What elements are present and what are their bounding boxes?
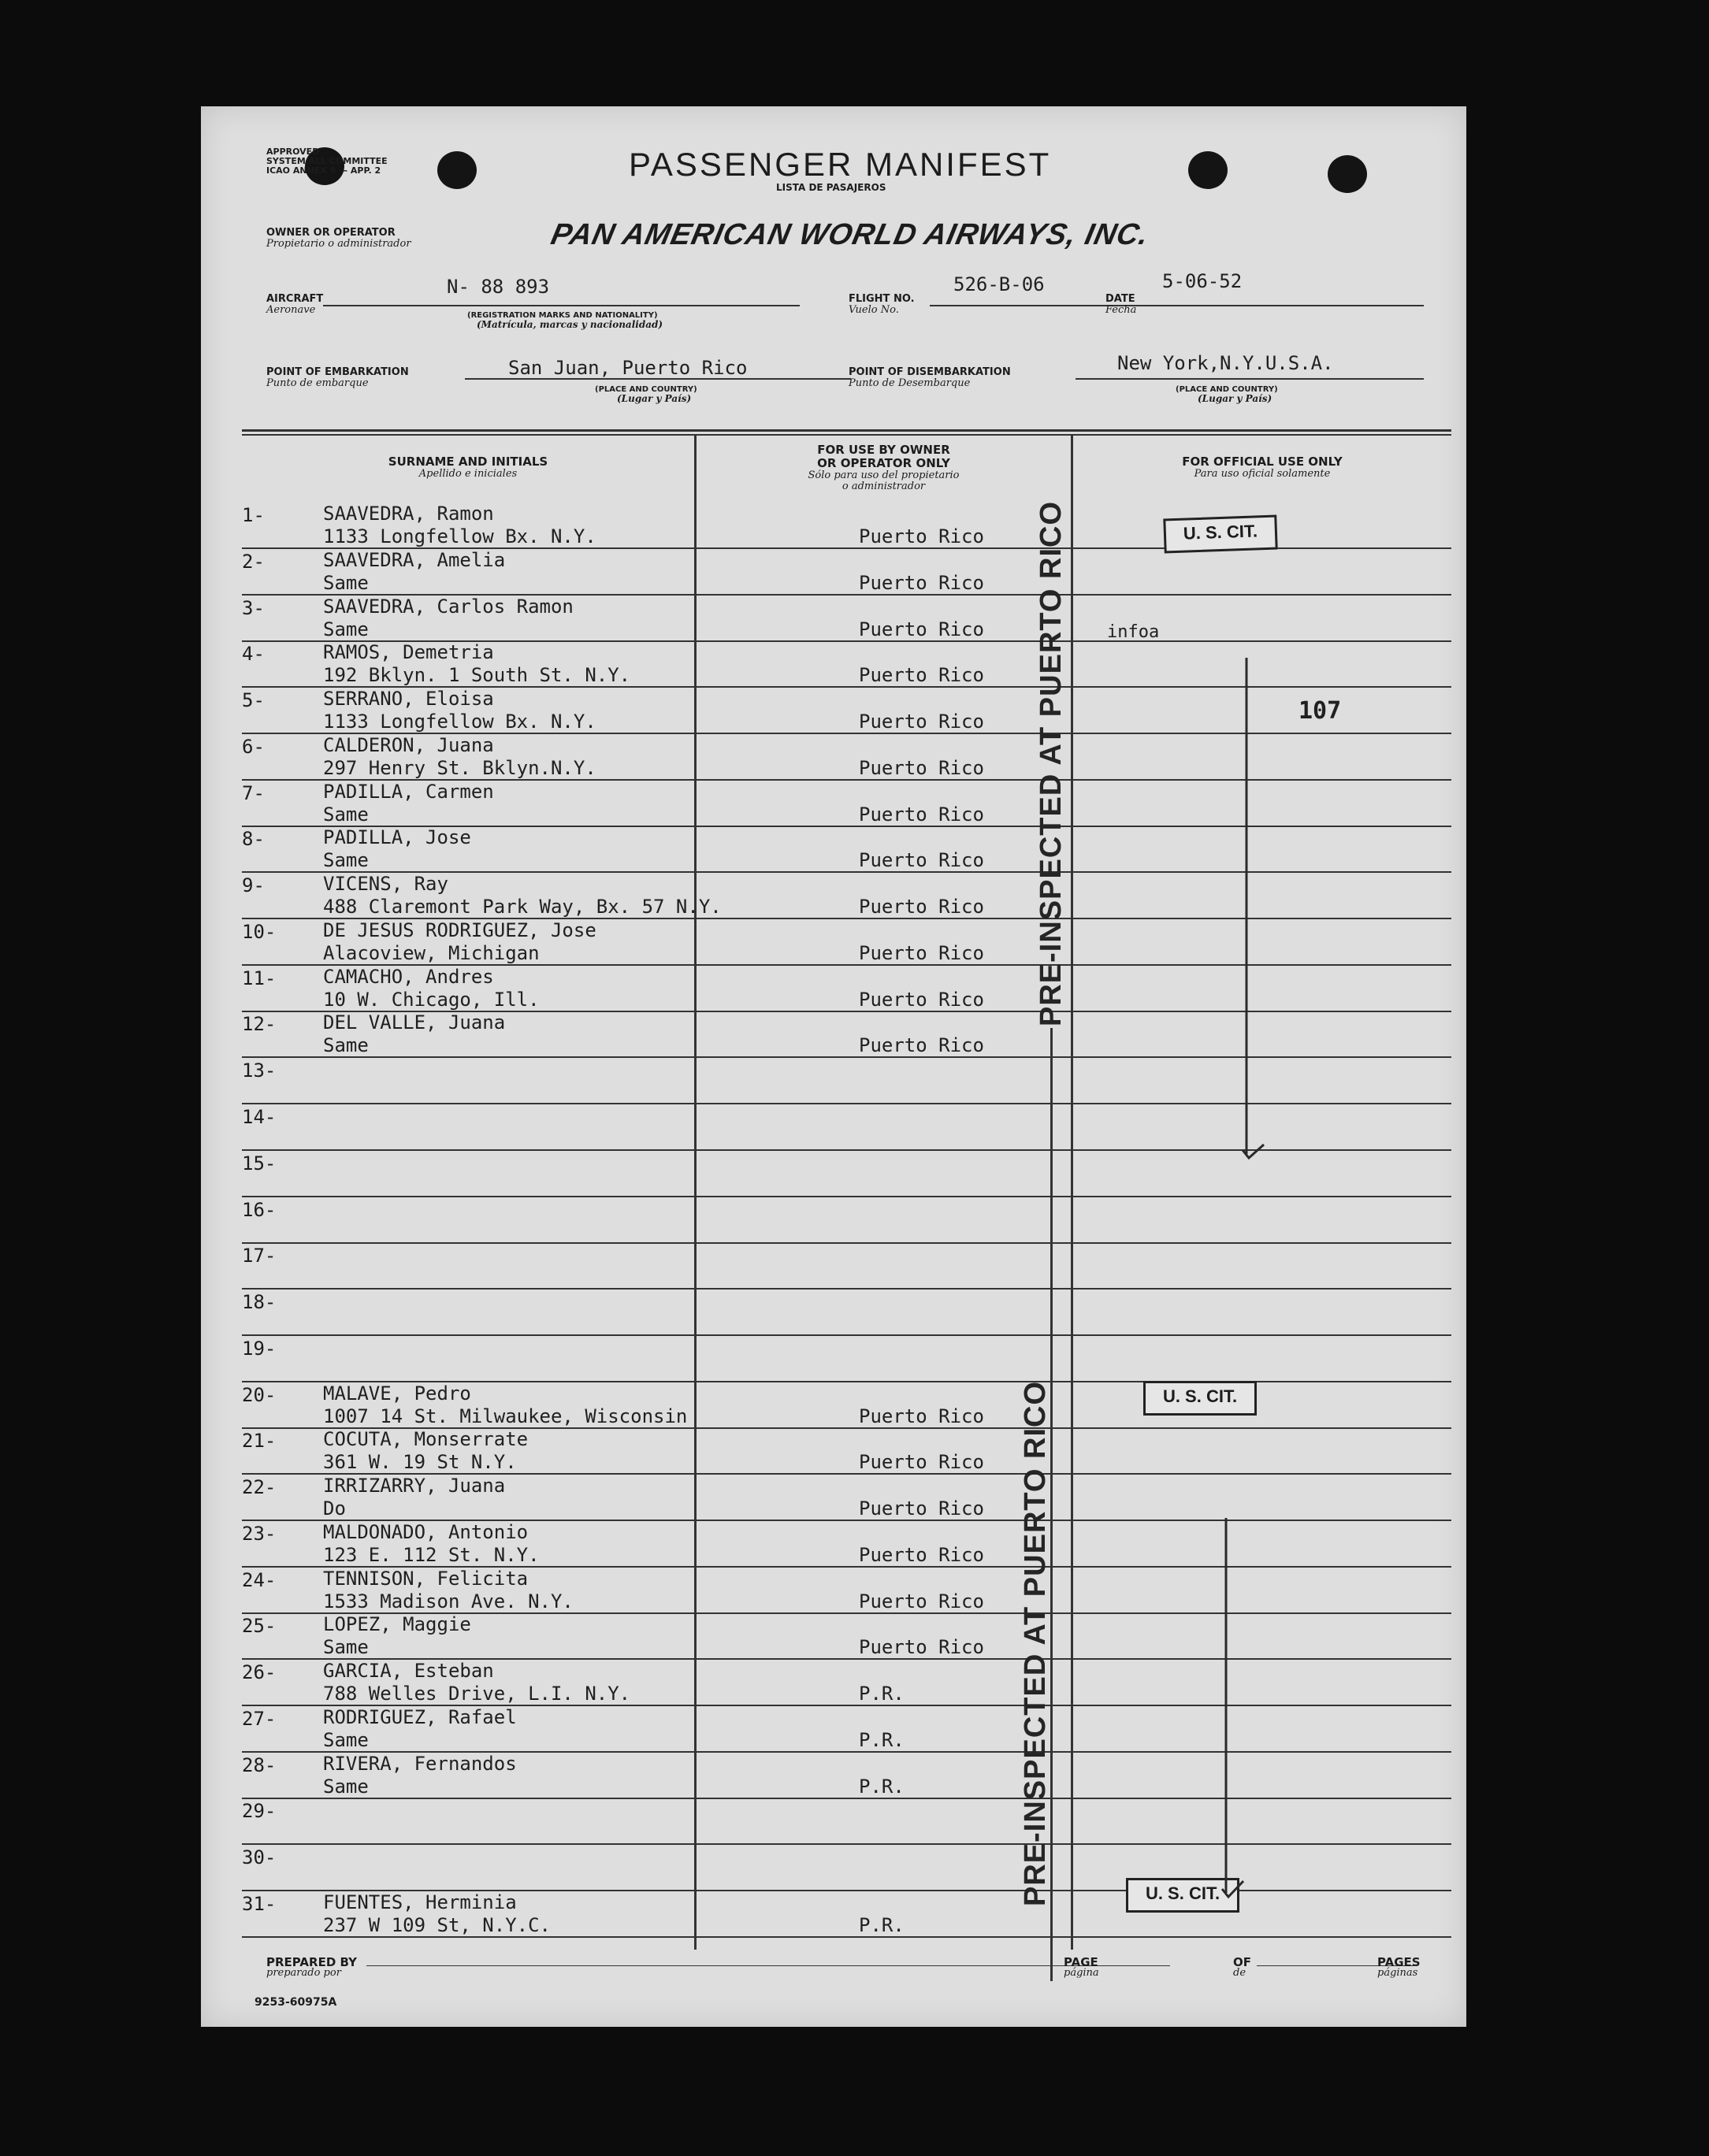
passenger-destination: P.R.: [859, 1683, 905, 1705]
row-number: 4-: [242, 643, 265, 665]
passenger-name: FUENTES, Herminia: [323, 1891, 517, 1913]
passenger-name: CALDERON, Juana: [323, 734, 494, 756]
date-underline: [1139, 305, 1424, 306]
row-number: 9-: [242, 874, 265, 896]
row-number: 17-: [242, 1245, 277, 1267]
aircraft-label-es: Aeronave: [266, 304, 316, 316]
approval-line: APPROVED: [266, 147, 320, 157]
row-number: 25-: [242, 1615, 277, 1637]
passenger-name: SAAVEDRA, Amelia: [323, 549, 506, 571]
passenger-destination: Puerto Rico: [859, 664, 984, 686]
row-number: 29-: [242, 1800, 277, 1822]
passenger-address: 1533 Madison Ave. N.Y.: [323, 1590, 574, 1612]
punch-hole: [437, 151, 477, 189]
flight-value: 526-B-06: [953, 273, 1045, 295]
passenger-address: Same: [323, 1636, 369, 1658]
passenger-name: RIVERA, Fernandos: [323, 1753, 517, 1775]
passenger-name: SAAVEDRA, Ramon: [323, 503, 494, 525]
column-header-surname: [242, 455, 694, 480]
row-number: 15-: [242, 1152, 277, 1174]
passenger-address: 123 E. 112 St. N.Y.: [323, 1544, 540, 1566]
column-header-label-es: Sólo para uso del propietario: [808, 469, 960, 481]
passenger-destination: Puerto Rico: [859, 849, 984, 871]
passenger-name: SERRANO, Eloisa: [323, 688, 494, 710]
column-header-label-es: Apellido e iniciales: [418, 468, 518, 480]
passenger-address: Same: [323, 1034, 369, 1056]
row-number: 6-: [242, 736, 265, 758]
row-number: 28-: [242, 1754, 277, 1776]
passenger-name: SAAVEDRA, Carlos Ramon: [323, 596, 574, 618]
disembark-underline: [1076, 378, 1424, 380]
passenger-name: TENNISON, Felicita: [323, 1568, 529, 1590]
row-number: 1-: [242, 504, 265, 526]
row-number: 13-: [242, 1059, 277, 1082]
pages-label: PAGES: [1377, 1955, 1421, 1969]
disembark-label: POINT OF DISEMBARKATION: [849, 366, 1011, 378]
aircraft-caption: (REGISTRATION MARKS AND NATIONALITY): [467, 311, 658, 320]
passenger-name: DEL VALLE, Juana: [323, 1011, 506, 1033]
column-header-label: OR OPERATOR ONLY: [817, 456, 950, 470]
passenger-address: Same: [323, 849, 369, 871]
passenger-name: IRRIZARRY, Juana: [323, 1475, 506, 1497]
of-label-es: de: [1233, 1967, 1246, 1979]
passenger-destination: Puerto Rico: [859, 1497, 984, 1520]
passenger-address: 297 Henry St. Bklyn.N.Y.: [323, 757, 596, 779]
passenger-address: Same: [323, 572, 369, 594]
disembark-caption-es: (Lugar y País): [1198, 393, 1272, 404]
flight-label-es: Vuelo No.: [849, 304, 899, 316]
us-citizen-stamp: U. S. CIT.: [1143, 1381, 1257, 1416]
passenger-address: 1133 Longfellow Bx. N.Y.: [323, 711, 596, 733]
passenger-destination: Puerto Rico: [859, 1544, 984, 1566]
passenger-destination: Puerto Rico: [859, 1034, 984, 1056]
row-number: 18-: [242, 1291, 277, 1313]
embark-label: POINT OF EMBARKATION: [266, 366, 409, 378]
row-number: 12-: [242, 1013, 277, 1035]
passenger-name: PADILLA, Jose: [323, 826, 471, 848]
passenger-name: PADILLA, Carmen: [323, 781, 494, 803]
manifest-page: [201, 106, 1466, 2027]
airline-name: PAN AMERICAN WORLD AIRWAYS, INC.: [548, 218, 1153, 251]
aircraft-label: AIRCRAFT: [266, 293, 324, 305]
passenger-destination: Puerto Rico: [859, 1451, 984, 1473]
passenger-destination: Puerto Rico: [859, 618, 984, 640]
official-bracket-lines: [1071, 421, 1465, 1918]
passenger-destination: Puerto Rico: [859, 942, 984, 964]
passenger-address: 237 W 109 St, N.Y.C.: [323, 1914, 551, 1936]
row-number: 2-: [242, 551, 265, 573]
row-number: 19-: [242, 1338, 277, 1360]
passenger-name: LOPEZ, Maggie: [323, 1613, 471, 1635]
pre-inspected-stamp: PRE-INSPECTED AT PUERTO RICO: [1035, 500, 1068, 1026]
pre-inspected-stamp: PRE-INSPECTED AT PUERTO RICO: [1019, 1380, 1052, 1906]
of-label: OF: [1233, 1955, 1251, 1969]
passenger-destination: Puerto Rico: [859, 757, 984, 779]
page-title: PASSENGER MANIFEST: [629, 146, 1052, 183]
official-number: 107: [1298, 697, 1342, 725]
aircraft-value: N- 88 893: [447, 276, 550, 298]
prepared-label: PREPARED BY: [266, 1955, 357, 1969]
row-number: 5-: [242, 689, 265, 711]
punch-hole: [1188, 151, 1228, 189]
column-header-label-es: o administrador: [841, 481, 926, 492]
passenger-destination: P.R.: [859, 1729, 905, 1751]
embark-caption-es: (Lugar y País): [617, 393, 692, 404]
passenger-address: Same: [323, 1776, 369, 1798]
passenger-destination: Puerto Rico: [859, 803, 984, 826]
row-number: 11-: [242, 967, 277, 989]
passenger-address: 788 Welles Drive, L.I. N.Y.: [323, 1683, 631, 1705]
passenger-destination: Puerto Rico: [859, 1590, 984, 1612]
row-number: 30-: [242, 1846, 277, 1868]
owner-label-es: Propietario o administrador: [266, 238, 411, 250]
column-header-label: FOR USE BY OWNER: [817, 443, 950, 457]
embark-caption: (PLACE AND COUNTRY): [595, 385, 697, 394]
passenger-name: RODRIGUEZ, Rafael: [323, 1706, 517, 1728]
passenger-destination: P.R.: [859, 1914, 905, 1936]
passenger-destination: P.R.: [859, 1776, 905, 1798]
embark-value: San Juan, Puerto Rico: [508, 357, 748, 379]
prepared-underline: [366, 1965, 1170, 1966]
disembark-value: New York,N.Y.U.S.A.: [1117, 352, 1334, 374]
passenger-address: 1007 14 St. Milwaukee, Wisconsin: [323, 1405, 688, 1427]
pages-label-es: páginas: [1377, 1967, 1418, 1979]
row-number: 3-: [242, 597, 265, 619]
row-number: 7-: [242, 782, 265, 804]
passenger-address: Alacoview, Michigan: [323, 942, 540, 964]
row-number: 10-: [242, 921, 277, 943]
official-note: infoa: [1107, 622, 1160, 642]
passenger-destination: Puerto Rico: [859, 572, 984, 594]
passenger-address: Do: [323, 1497, 346, 1520]
passenger-name: CAMACHO, Andres: [323, 966, 494, 988]
aircraft-underline: [323, 305, 800, 306]
flight-label: FLIGHT NO.: [849, 293, 915, 305]
embark-label-es: Punto de embarque: [266, 377, 369, 389]
row-number: 31-: [242, 1893, 277, 1915]
form-number: 9253-60975A: [254, 1996, 337, 2009]
date-value: 5-06-52: [1162, 270, 1243, 292]
passenger-name: MALDONADO, Antonio: [323, 1521, 529, 1543]
passenger-name: MALAVE, Pedro: [323, 1382, 471, 1405]
column-header-label-es: Para uso oficial solamente: [1194, 468, 1331, 480]
passenger-address: Same: [323, 803, 369, 826]
passenger-destination: Puerto Rico: [859, 525, 984, 547]
row-number: 27-: [242, 1708, 277, 1730]
us-citizen-stamp: U. S. CIT.: [1163, 515, 1277, 554]
row-number: 24-: [242, 1569, 277, 1591]
page-label: PAGE: [1064, 1955, 1098, 1969]
passenger-destination: Puerto Rico: [859, 1636, 984, 1658]
row-number: 16-: [242, 1199, 277, 1221]
prepared-label-es: preparado por: [266, 1967, 341, 1979]
row-number: 23-: [242, 1523, 277, 1545]
column-header-operator: [697, 443, 1071, 492]
disembark-label-es: Punto de Desembarque: [849, 377, 971, 389]
passenger-name: COCUTA, Monserrate: [323, 1428, 529, 1450]
aircraft-caption-es: (Matrícula, marcas y nacionalidad): [477, 319, 663, 330]
passenger-name: VICENS, Ray: [323, 873, 448, 895]
approval-block: [266, 147, 388, 176]
us-citizen-stamp: U. S. CIT.: [1126, 1878, 1239, 1913]
passenger-address: 192 Bklyn. 1 South St. N.Y.: [323, 664, 631, 686]
row-number: 26-: [242, 1661, 277, 1683]
approval-line: SYSTEM ALL COMMITTEE: [266, 156, 388, 166]
row-number: 20-: [242, 1384, 277, 1406]
passenger-destination: Puerto Rico: [859, 1405, 984, 1427]
owner-label: OWNER OR OPERATOR: [266, 227, 396, 239]
row-number: 21-: [242, 1430, 277, 1452]
punch-hole: [1328, 155, 1367, 193]
passenger-address: 361 W. 19 St N.Y.: [323, 1451, 517, 1473]
row-rule: [242, 1936, 1451, 1938]
passenger-address: 10 W. Chicago, Ill.: [323, 989, 540, 1011]
passenger-destination: Puerto Rico: [859, 896, 984, 918]
passenger-address: Same: [323, 618, 369, 640]
column-header-label: FOR OFFICIAL USE ONLY: [1182, 455, 1343, 469]
passenger-name: RAMOS, Demetria: [323, 641, 494, 663]
passenger-address: 1133 Longfellow Bx. N.Y.: [323, 525, 596, 547]
row-number: 22-: [242, 1476, 277, 1498]
date-label-es: Fecha: [1105, 304, 1137, 316]
passenger-address: 488 Claremont Park Way, Bx. 57 N.Y.: [323, 896, 722, 918]
passenger-destination: Puerto Rico: [859, 989, 984, 1011]
date-label: DATE: [1105, 293, 1135, 305]
passenger-destination: Puerto Rico: [859, 711, 984, 733]
passenger-name: DE JESUS RODRIGUEZ, Jose: [323, 919, 596, 941]
row-number: 8-: [242, 828, 265, 850]
page-subtitle: LISTA DE PASAJEROS: [776, 182, 886, 193]
column-header-label: SURNAME AND INITIALS: [388, 455, 548, 469]
passenger-address: Same: [323, 1729, 369, 1751]
disembark-caption: (PLACE AND COUNTRY): [1176, 385, 1278, 394]
approval-line: ICAO ANNEX 9 — APP. 2: [266, 165, 381, 176]
row-number: 14-: [242, 1106, 277, 1128]
page-label-es: página: [1064, 1967, 1099, 1979]
passenger-name: GARCIA, Esteban: [323, 1660, 494, 1682]
